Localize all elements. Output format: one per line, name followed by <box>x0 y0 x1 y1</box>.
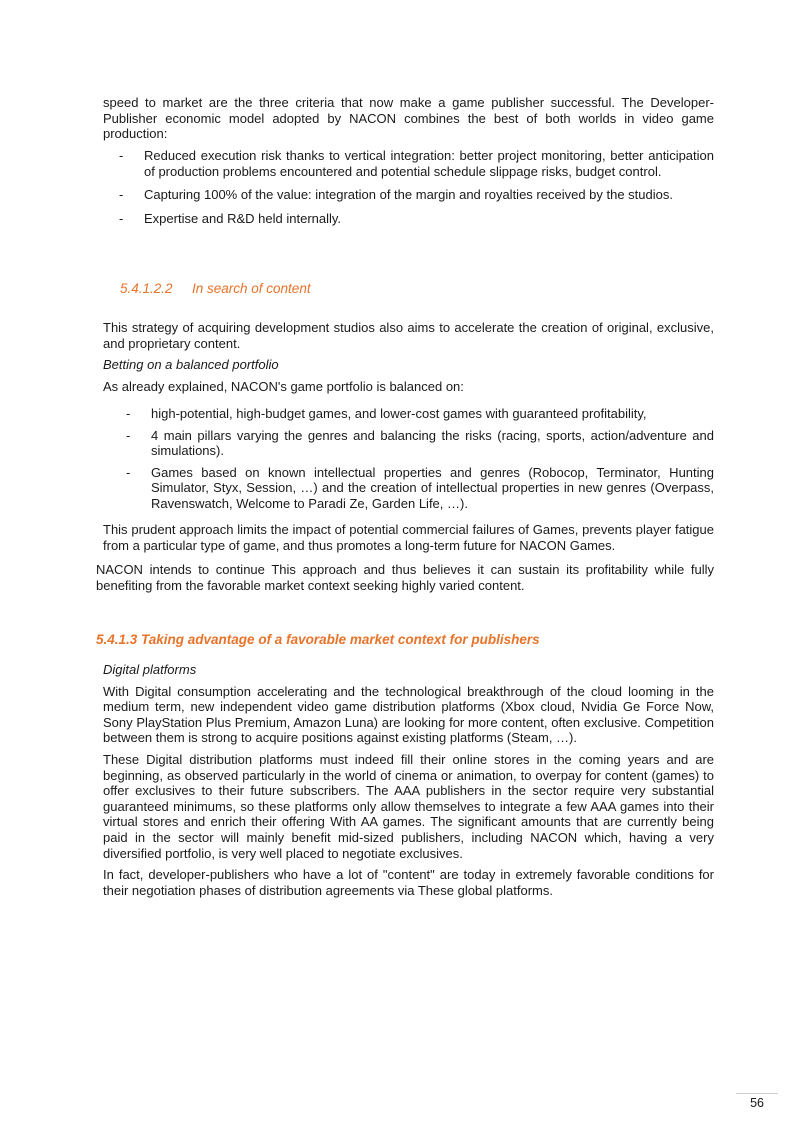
section-number: 5.4.1.2.2 <box>120 281 173 296</box>
subheading: Betting on a balanced portfolio <box>103 357 279 373</box>
footer-divider <box>736 1093 778 1094</box>
list-item <box>119 211 714 227</box>
subheading: Digital platforms <box>103 662 197 677</box>
intro-section <box>103 95 714 142</box>
paragraph: These Digital distribution platforms must indeed fill their online stores in the coming years and are beginning, as observed particularly in the world of cinema or animation, to overpay for content (games) to offer exclusives to their future subscribers. The AAA publishers in the sector require very substantial guaranteed minimums, so these platforms only allow themselves to integrate a few AAA games into their virtual stores and enrich their offering With AA games. The significant amounts that are currently being paid in the sector will mainly benefit mid-sized publishers, including NACON which, having a very diversified portfolio, is very well placed to negotiate exclusives. <box>103 751 714 861</box>
list-item <box>126 428 714 459</box>
paragraph: This prudent approach limits the impact of potential commercial failures of Games, prevents player fatigue from a particular type of game, and thus promotes a long-term future for NACON Games. <box>103 522 714 553</box>
paragraph: NACON intends to continue This approach and thus believes it can sustain its profitability while fully benefiting from the favorable market context seeking highly varied content. <box>96 562 714 593</box>
paragraph: As already explained, NACON's game portfolio is balanced on: <box>103 378 464 394</box>
dash-marker: - <box>119 210 124 226</box>
intro-paragraph: speed to market are the three criteria that now make a game publisher successful. The Developer-Publisher economic model adopted by NACON combines the best of both worlds in video game production: <box>103 95 714 142</box>
portfolio-bullet-list <box>126 406 714 518</box>
list-item <box>126 465 714 512</box>
paragraph: In fact, developer-publishers who have a lot of "content" are today in extremely favorable conditions for their negotiation phases of distribution agreements via These global platforms. <box>103 867 714 898</box>
list-item-text: 4 main pillars varying the genres and balancing the risks (racing, sports, action/adventure and simulations). <box>151 427 714 459</box>
paragraph: With Digital consumption accelerating and the technological breakthrough of the cloud looming in the medium term, new independent video game distribution platforms (Xbox cloud, Nvidia Ge Force Now, Sony PlayStation Plus Premium, Amazon Luna) are looking for more content, often exclusive. Competition between them is strong to acquire positions against existing platforms (Steam, …). <box>103 683 714 746</box>
page-number: 56 <box>750 1096 764 1110</box>
continuation-section <box>96 562 714 593</box>
paragraph: This strategy of acquiring development studios also aims to accelerate the creation of original, exclusive, and proprietary content. <box>103 320 714 351</box>
list-item-text: Games based on known intellectual properties and genres (Robocop, Terminator, Hunting Simulator, Styx, Session, …) and the creation of intellectual properties in new genres (Overpass, Ravenswatch, Welcome to Paradi Ze, Garden Life, …). <box>151 464 714 511</box>
list-item-text: Expertise and R&D held internally. <box>144 210 342 226</box>
list-item <box>119 187 714 203</box>
content-section <box>103 320 714 394</box>
dash-marker: - <box>126 427 131 443</box>
section-heading-5-4-1-3: 5.4.1.3 Taking advantage of a favorable market context for publishers <box>96 632 540 647</box>
list-item <box>119 148 714 179</box>
list-item <box>126 406 714 422</box>
dash-marker: - <box>119 148 124 163</box>
dash-marker: - <box>126 406 131 421</box>
section-heading-5-4-1-2-2 <box>120 281 311 297</box>
dash-marker: - <box>119 187 124 203</box>
market-section <box>103 662 714 898</box>
approach-section <box>103 522 714 553</box>
dash-marker: - <box>126 464 131 480</box>
list-item-text: high-potential, high-budget games, and lower-cost games with guaranteed profitability, <box>151 406 647 421</box>
list-item-text: Capturing 100% of the value: integration of the margin and royalties received by the studios. <box>144 187 673 203</box>
intro-bullet-list <box>119 148 714 234</box>
section-title: In search of content <box>192 281 311 296</box>
list-item-text: Reduced execution risk thanks to vertical integration: better project monitoring, better anticipation of production problems encountered and potential schedule slippage risks, budget control. <box>144 148 714 179</box>
